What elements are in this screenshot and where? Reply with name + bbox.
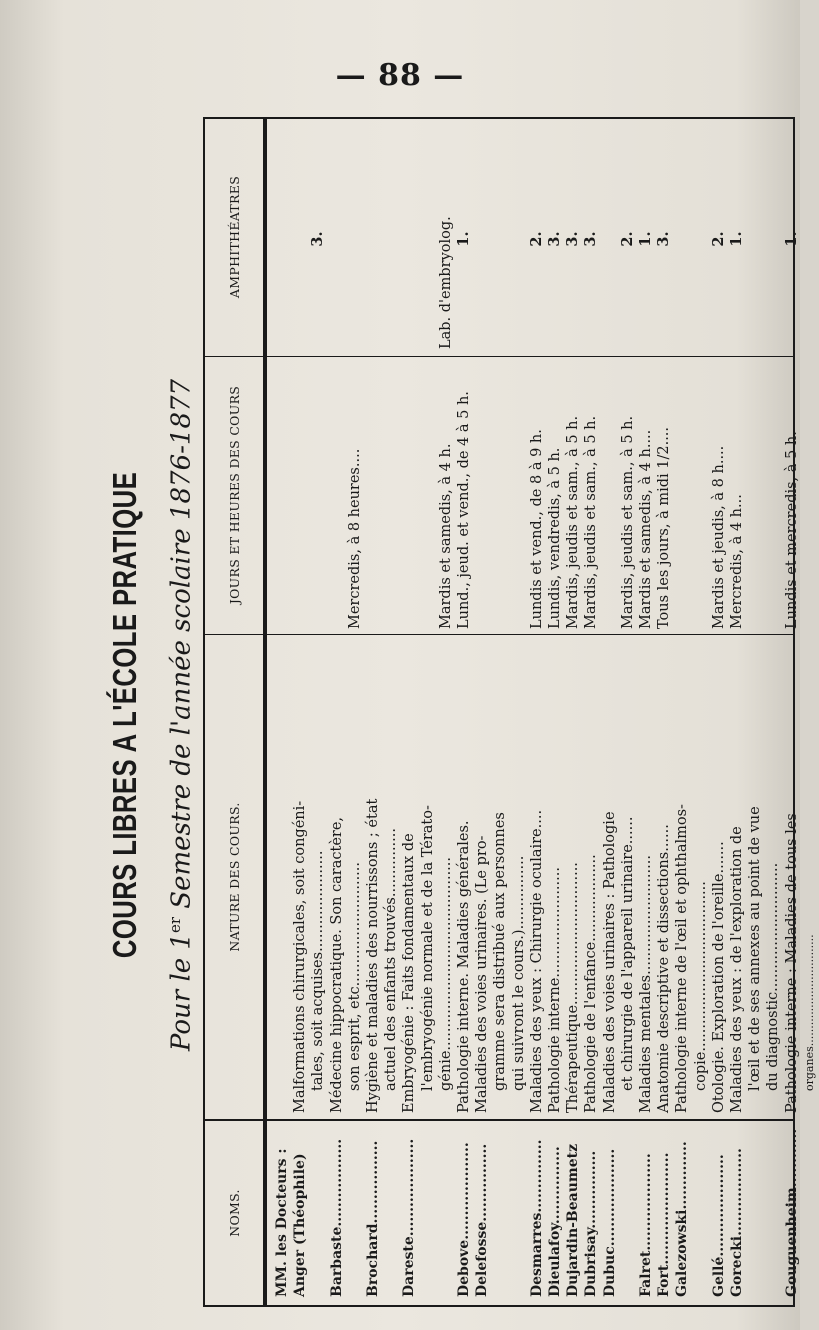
amphitheatre-cell: 3. <box>309 231 327 247</box>
nature-cell: Pathologie interne de l'œil et ophthalmos- <box>674 804 691 1113</box>
name-cell: Brochard................. <box>365 1140 381 1297</box>
nature-cell: Maladies mentales.......................... <box>638 855 654 1113</box>
page-title: COURS LIBRES A L'ÉCOLE PRATIQUE <box>106 471 143 959</box>
name-cell: Dubrisay................ <box>583 1150 600 1297</box>
name-cell: Falret.................... <box>638 1153 654 1297</box>
nature-cell: Maladies des yeux : Chirurgie oculaire.... <box>528 809 545 1113</box>
schedule-cell: Lundis et mercredis, à 5 h. <box>783 431 800 629</box>
header-amph: AMPHITHÉATRES <box>226 175 242 299</box>
nature-cell: l'embryogénie normale et de la Térato- <box>419 805 436 1091</box>
name-cell: Galezowski.............. <box>674 1141 691 1297</box>
amphitheatre-cell: 3. <box>564 231 582 247</box>
name-cell: Dareste.................... <box>401 1138 418 1297</box>
nature-cell: Anatomie descriptive et dissections...... <box>656 824 673 1113</box>
nature-cell: Maladies des yeux : de l'exploration de <box>729 826 745 1113</box>
amphitheatre-cell: Lab. d'embryolog. <box>437 216 454 349</box>
amphitheatre-cell: 1. <box>782 231 800 247</box>
name-cell: Debove.................... <box>456 1142 472 1297</box>
nature-cell: tales, soit acquises...................... <box>310 850 327 1091</box>
name-cell: MM. les Docteurs : <box>274 1148 290 1297</box>
nature-cell: copie..................................... <box>692 881 709 1091</box>
table-header <box>205 119 263 1305</box>
amphitheatre-cell: 2. <box>709 231 727 247</box>
header-jours: JOURS ET HEURES DES COURS <box>226 385 242 605</box>
page-subtitle <box>155 115 195 1315</box>
nature-cell: Pathologie interne. Maladies générales. <box>456 820 472 1113</box>
schedule-cell: Mardis, jeudis et sam., à 5 h. <box>583 415 600 629</box>
schedule-cell: Mardis et samedis, à 4 h.... <box>638 429 654 629</box>
nature-cell: l'œil et de ses annexes au point de vue <box>747 806 764 1091</box>
nature-cell: Pathologie interne........................ <box>547 867 563 1113</box>
name-cell: Dujardin-Beaumetz <box>565 1143 582 1297</box>
schedule-cell: Mardis et jeudis, à 8 h.... <box>710 445 727 629</box>
nature-cell: son esprit, etc........................... <box>346 861 363 1091</box>
column-divider <box>205 1119 793 1121</box>
amphitheatre-cell: 3. <box>655 231 673 247</box>
nature-cell: Pathologie interne : Maladies de tous les <box>783 813 800 1113</box>
header-nature: NATURE DES COURS. <box>226 802 242 952</box>
subtitle-pre: Pour le 1 <box>166 933 197 1052</box>
amphitheatre-cell: 3. <box>582 231 600 247</box>
nature-cell: Pathologie de l'enfance................... <box>583 854 600 1113</box>
column-divider <box>205 634 793 635</box>
nature-cell: Embryogénie : Faits fondamentaux de <box>401 833 418 1113</box>
nature-cell: actuel des enfants trouvés............... <box>383 828 400 1091</box>
nature-cell: Otologie. Exploration de l'oreille....... <box>710 841 727 1113</box>
amphitheatre-cell: 1. <box>728 231 745 247</box>
amphitheatre-cell: 2. <box>618 231 636 247</box>
name-cell: Dieulafoy................ <box>547 1146 563 1297</box>
nature-cell: du diagnostic............................ <box>765 862 782 1091</box>
amphitheatre-cell: 1. <box>637 231 654 247</box>
subtitle-sup: er <box>166 916 184 934</box>
name-cell: Gouguenheim............ <box>783 1128 800 1297</box>
nature-cell: Malformations chirurgicales, soit congéni- <box>292 800 309 1113</box>
schedule-cell: Mardis, jeudis et sam., à 5 h. <box>565 415 582 629</box>
nature-cell: Maladies des voies urinaires : Pathologie <box>601 811 618 1113</box>
courses-table <box>203 117 816 1307</box>
name-cell: Gellé..................... <box>710 1154 727 1297</box>
schedule-cell: Tous les jours, à midi 1/2.... <box>656 426 673 629</box>
nature-cell: génie.......................................... <box>437 856 454 1091</box>
amphitheatre-cell: 3. <box>546 231 563 247</box>
nature-cell: organes................................ <box>802 934 816 1091</box>
nature-cell: Thérapeutique............................... <box>565 862 582 1113</box>
name-cell: Barbaste.................. <box>328 1138 345 1297</box>
nature-cell: gramme sera distribué aux personnes <box>492 812 509 1091</box>
nature-cell: et chirurgie de l'appareil urinaire...... <box>619 816 636 1091</box>
schedule-cell: Lund., jeud. et vend., de 4 à 5 h. <box>456 391 472 629</box>
amphitheatre-cell: 2. <box>527 231 545 247</box>
nature-cell: Médecine hippocratique. Son caractère, <box>328 816 345 1113</box>
rotated-page-content <box>95 115 816 1315</box>
page-number: — 88 — <box>335 58 465 93</box>
schedule-cell: Mercredis, à 4 h... <box>729 494 745 629</box>
subtitle-post: Semestre de l'année scolaire 1876-1877 <box>166 378 197 917</box>
schedule-cell: Mardis et samedis, à 4 h. <box>437 443 454 629</box>
name-cell: Gorecki.................. <box>729 1148 745 1297</box>
name-cell: Dubuc.................... <box>601 1148 618 1297</box>
name-cell: Anger (Théophile) <box>292 1153 309 1297</box>
name-cell: Fort....................... <box>656 1152 673 1297</box>
nature-cell: Hygiène et maladies des nourrissons ; état <box>365 798 381 1113</box>
nature-cell: Maladies des voies urinaires. (Le pro- <box>474 835 491 1113</box>
header-noms: NOMS. <box>226 1189 242 1237</box>
name-cell: Delefosse................ <box>474 1143 491 1297</box>
amphitheatre-cell: 1. <box>455 231 472 247</box>
header-rule <box>263 119 267 1305</box>
name-cell: Desmarres............... <box>528 1139 545 1297</box>
schedule-cell: Mercredis, à 8 heures.... <box>346 448 363 629</box>
schedule-cell: Lundis, vendredis, à 5 h. <box>547 447 563 629</box>
column-divider <box>205 356 793 357</box>
schedule-cell: Lundis et vend., de 8 à 9 h. <box>528 429 545 629</box>
schedule-cell: Mardis, jeudis et sam., à 5 h. <box>619 415 636 629</box>
nature-cell: qui suivront le cours.)................ <box>510 855 527 1091</box>
